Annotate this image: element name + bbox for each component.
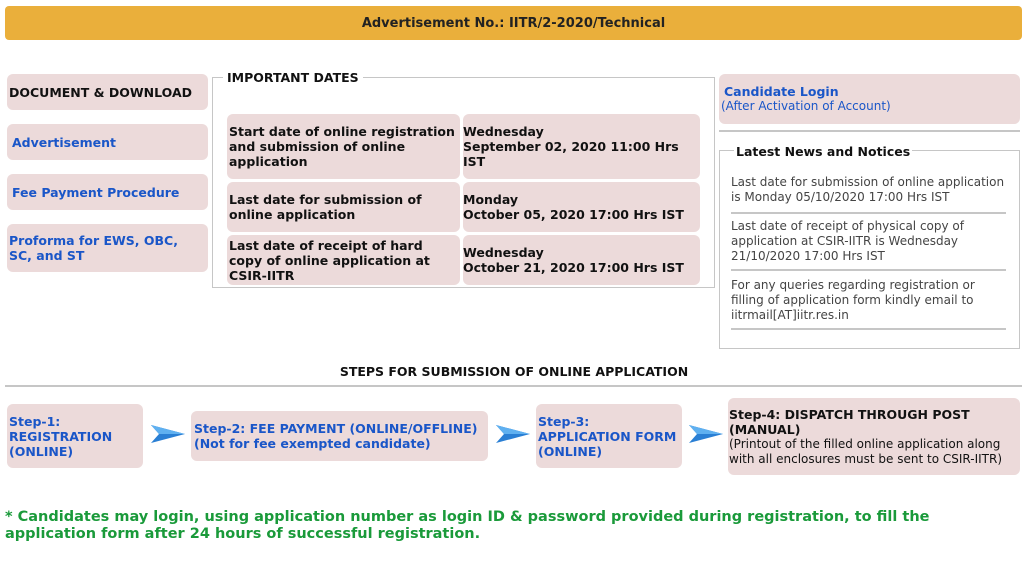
date-value-last-submission: Monday October 05, 2020 17:00 Hrs IST — [463, 182, 700, 232]
sidebar-item-fee-payment-procedure[interactable] — [7, 174, 208, 210]
date-value-hard-copy: Wednesday October 21, 2020 17:00 Hrs IST — [463, 235, 700, 285]
arrow-right-icon — [151, 423, 185, 445]
important-dates-title: IMPORTANT DATES — [227, 70, 359, 85]
divider — [719, 130, 1020, 132]
date-label-start: Start date of online registration and submission of online application — [227, 114, 460, 179]
steps-title: STEPS FOR SUBMISSION OF ONLINE APPLICATION — [339, 364, 689, 379]
login-footnote: * Candidates may login, using application number as login ID & password provided during registration, to fill the application form after 24 hours of successful registration. — [5, 509, 930, 542]
candidate-login-subtitle: (After Activation of Account) — [721, 99, 891, 113]
candidate-login-link[interactable] — [719, 74, 1020, 124]
arrow-right-icon — [689, 423, 723, 445]
news-item: For any queries regarding registration or filling of application form kindly email to iitrmail[AT]iitr.res.in — [731, 278, 1006, 330]
step-4-dispatch-post: Step-4: DISPATCH THROUGH POST (MANUAL) (Printout of the filled online application along with all enclosures must be sent to CSIR-IITR) — [728, 398, 1020, 475]
sidebar-item-label[interactable]: Fee Payment Procedure — [12, 184, 180, 200]
step-2-fee-payment[interactable]: Step-2: FEE PAYMENT (ONLINE/OFFLINE) (Not for fee exempted candidate) — [191, 411, 488, 461]
sidebar-item-advertisement[interactable] — [7, 124, 208, 160]
date-value-start: Wednesday September 02, 2020 11:00 Hrs IST — [463, 114, 700, 179]
candidate-login-title[interactable]: Candidate Login — [724, 84, 839, 99]
arrow-right-icon — [496, 423, 530, 445]
date-label-hard-copy: Last date of receipt of hard copy of online application at CSIR-IITR — [227, 235, 460, 285]
sidebar-item-label[interactable]: Proforma for EWS, OBC, SC, and ST — [9, 233, 178, 263]
sidebar-item-label: DOCUMENT & DOWNLOAD — [9, 84, 193, 100]
divider — [5, 385, 1022, 387]
news-item: Last date for submission of online application is Monday 05/10/2020 17:00 Hrs IST — [731, 175, 1006, 214]
latest-news-panel — [719, 144, 1020, 349]
advertisement-title: Advertisement No.: IITR/2-2020/Technical — [361, 15, 666, 31]
news-item: Last date of receipt of physical copy of application at CSIR-IITR is Wednesday 21/10/2020 17:00 Hrs IST — [731, 219, 1006, 271]
important-dates-panel — [212, 70, 715, 288]
sidebar-item-document-download — [7, 74, 208, 110]
step-1-registration[interactable]: Step-1: REGISTRATION (ONLINE) — [7, 404, 143, 468]
advertisement-header — [5, 6, 1022, 40]
date-label-last-submission: Last date for submission of online application — [227, 182, 460, 232]
sidebar-item-label[interactable]: Advertisement — [12, 134, 116, 150]
step-3-application-form[interactable]: Step-3: APPLICATION FORM (ONLINE) — [536, 404, 682, 468]
sidebar-item-proforma[interactable] — [7, 224, 208, 272]
latest-news-title: Latest News and Notices — [736, 144, 911, 159]
